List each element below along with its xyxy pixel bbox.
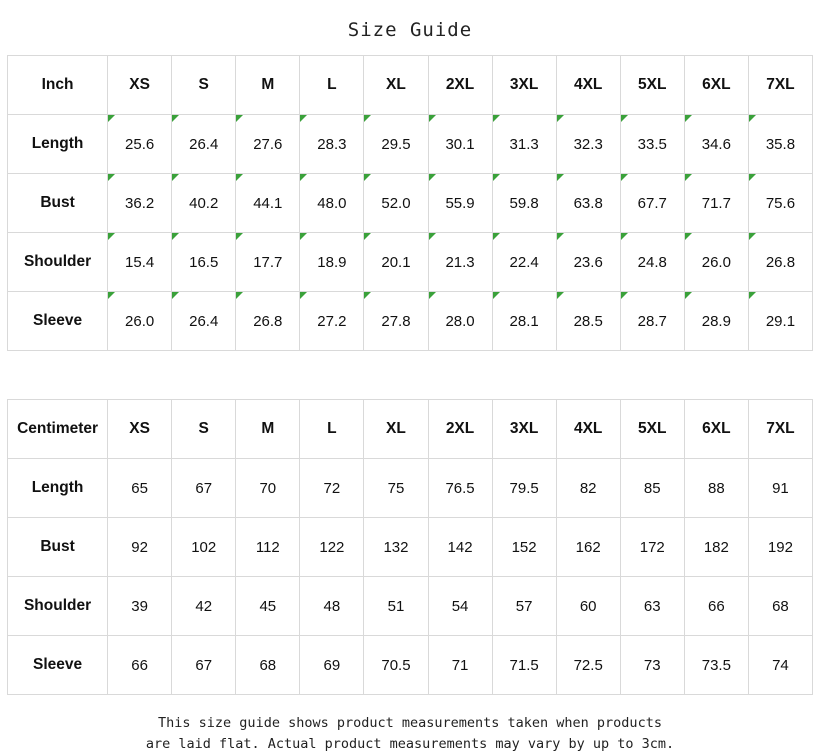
- cell-sleeve-xl: 70.5: [364, 636, 428, 695]
- column-header-7xl: 7XL: [748, 56, 812, 115]
- cell-bust-2xl: 55.9: [428, 174, 492, 233]
- cell-sleeve-s: 67: [172, 636, 236, 695]
- column-header-l: L: [300, 400, 364, 459]
- cell-shoulder-s: 16.5: [172, 233, 236, 292]
- cell-bust-s: 102: [172, 518, 236, 577]
- column-header-4xl: 4XL: [556, 400, 620, 459]
- row-label-bust: Bust: [8, 174, 108, 233]
- column-header-s: S: [172, 400, 236, 459]
- cell-length-m: 27.6: [236, 115, 300, 174]
- cell-length-3xl: 79.5: [492, 459, 556, 518]
- cell-bust-s: 40.2: [172, 174, 236, 233]
- cell-length-6xl: 34.6: [684, 115, 748, 174]
- cell-bust-3xl: 59.8: [492, 174, 556, 233]
- column-header-2xl: 2XL: [428, 56, 492, 115]
- column-header-l: L: [300, 56, 364, 115]
- cell-sleeve-5xl: 73: [620, 636, 684, 695]
- cell-length-l: 72: [300, 459, 364, 518]
- cell-sleeve-4xl: 28.5: [556, 292, 620, 351]
- page-title: Size Guide: [347, 19, 473, 41]
- cell-bust-m: 44.1: [236, 174, 300, 233]
- table-row: [8, 518, 813, 577]
- cell-sleeve-xs: 66: [108, 636, 172, 695]
- column-header-3xl: 3XL: [492, 56, 556, 115]
- cell-sleeve-2xl: 71: [428, 636, 492, 695]
- table-header-row: [8, 56, 813, 115]
- cell-bust-6xl: 71.7: [684, 174, 748, 233]
- cell-length-xs: 25.6: [108, 115, 172, 174]
- cell-bust-xs: 36.2: [108, 174, 172, 233]
- cell-shoulder-2xl: 21.3: [428, 233, 492, 292]
- cell-shoulder-6xl: 66: [684, 577, 748, 636]
- cell-sleeve-2xl: 28.0: [428, 292, 492, 351]
- cell-length-s: 26.4: [172, 115, 236, 174]
- column-header-5xl: 5XL: [620, 400, 684, 459]
- cell-length-l: 28.3: [300, 115, 364, 174]
- cell-length-4xl: 82: [556, 459, 620, 518]
- cell-sleeve-xl: 27.8: [364, 292, 428, 351]
- cell-sleeve-3xl: 71.5: [492, 636, 556, 695]
- footer-line-1: This size guide shows product measurements taken when products: [158, 715, 662, 731]
- cell-shoulder-7xl: 68: [748, 577, 812, 636]
- cell-sleeve-7xl: 74: [748, 636, 812, 695]
- column-header-xl: XL: [364, 56, 428, 115]
- cell-sleeve-3xl: 28.1: [492, 292, 556, 351]
- cell-sleeve-l: 27.2: [300, 292, 364, 351]
- cell-shoulder-l: 18.9: [300, 233, 364, 292]
- cell-shoulder-l: 48: [300, 577, 364, 636]
- column-header-s: S: [172, 56, 236, 115]
- cell-length-xl: 29.5: [364, 115, 428, 174]
- cell-length-7xl: 35.8: [748, 115, 812, 174]
- cell-bust-5xl: 67.7: [620, 174, 684, 233]
- column-header-5xl: 5XL: [620, 56, 684, 115]
- table-row: [8, 233, 813, 292]
- cell-sleeve-6xl: 73.5: [684, 636, 748, 695]
- cell-bust-m: 112: [236, 518, 300, 577]
- cell-length-2xl: 76.5: [428, 459, 492, 518]
- row-label-shoulder: Shoulder: [8, 233, 108, 292]
- row-label-shoulder: Shoulder: [8, 577, 108, 636]
- table-spacer: [0, 351, 820, 399]
- table-header-row: [8, 400, 813, 459]
- cell-shoulder-m: 17.7: [236, 233, 300, 292]
- cell-length-4xl: 32.3: [556, 115, 620, 174]
- cell-length-s: 67: [172, 459, 236, 518]
- table-row: [8, 577, 813, 636]
- cell-shoulder-4xl: 60: [556, 577, 620, 636]
- cell-length-7xl: 91: [748, 459, 812, 518]
- table-row: [8, 292, 813, 351]
- cell-length-m: 70: [236, 459, 300, 518]
- row-label-bust: Bust: [8, 518, 108, 577]
- cell-bust-4xl: 63.8: [556, 174, 620, 233]
- cell-bust-l: 48.0: [300, 174, 364, 233]
- cell-bust-l: 122: [300, 518, 364, 577]
- cell-length-xs: 65: [108, 459, 172, 518]
- cell-sleeve-4xl: 72.5: [556, 636, 620, 695]
- cell-shoulder-5xl: 24.8: [620, 233, 684, 292]
- cell-sleeve-7xl: 29.1: [748, 292, 812, 351]
- column-header-4xl: 4XL: [556, 56, 620, 115]
- column-header-3xl: 3XL: [492, 400, 556, 459]
- row-label-length: Length: [8, 115, 108, 174]
- cell-sleeve-5xl: 28.7: [620, 292, 684, 351]
- cell-bust-2xl: 142: [428, 518, 492, 577]
- table-row: [8, 636, 813, 695]
- cell-shoulder-xl: 20.1: [364, 233, 428, 292]
- cell-bust-6xl: 182: [684, 518, 748, 577]
- cell-sleeve-l: 69: [300, 636, 364, 695]
- cell-shoulder-6xl: 26.0: [684, 233, 748, 292]
- column-header-xl: XL: [364, 400, 428, 459]
- column-header-m: M: [236, 400, 300, 459]
- cell-bust-4xl: 162: [556, 518, 620, 577]
- cell-bust-xl: 52.0: [364, 174, 428, 233]
- table-row: [8, 115, 813, 174]
- cell-shoulder-3xl: 57: [492, 577, 556, 636]
- cell-length-xl: 75: [364, 459, 428, 518]
- cell-sleeve-m: 26.8: [236, 292, 300, 351]
- cell-length-3xl: 31.3: [492, 115, 556, 174]
- table-row: [8, 459, 813, 518]
- cell-bust-7xl: 192: [748, 518, 812, 577]
- cell-shoulder-xs: 39: [108, 577, 172, 636]
- cell-length-6xl: 88: [684, 459, 748, 518]
- row-label-length: Length: [8, 459, 108, 518]
- column-header-2xl: 2XL: [428, 400, 492, 459]
- cell-shoulder-m: 45: [236, 577, 300, 636]
- column-header-7xl: 7XL: [748, 400, 812, 459]
- row-label-sleeve: Sleeve: [8, 292, 108, 351]
- footer-line-2: are laid flat. Actual product measurements may vary by up to 3cm.: [145, 735, 675, 752]
- cell-bust-5xl: 172: [620, 518, 684, 577]
- cell-shoulder-xl: 51: [364, 577, 428, 636]
- table-row: [8, 174, 813, 233]
- cell-shoulder-5xl: 63: [620, 577, 684, 636]
- column-header-xs: XS: [108, 56, 172, 115]
- unit-label-inch: Inch: [8, 56, 108, 115]
- cell-shoulder-4xl: 23.6: [556, 233, 620, 292]
- cell-shoulder-s: 42: [172, 577, 236, 636]
- cell-sleeve-m: 68: [236, 636, 300, 695]
- column-header-m: M: [236, 56, 300, 115]
- cell-bust-3xl: 152: [492, 518, 556, 577]
- row-label-sleeve: Sleeve: [8, 636, 108, 695]
- cell-sleeve-s: 26.4: [172, 292, 236, 351]
- inch-size-table: [7, 55, 813, 351]
- cell-length-5xl: 33.5: [620, 115, 684, 174]
- cell-length-5xl: 85: [620, 459, 684, 518]
- cell-shoulder-xs: 15.4: [108, 233, 172, 292]
- cell-sleeve-6xl: 28.9: [684, 292, 748, 351]
- cell-shoulder-2xl: 54: [428, 577, 492, 636]
- cell-shoulder-7xl: 26.8: [748, 233, 812, 292]
- centimeter-size-table: [7, 399, 813, 695]
- cell-length-2xl: 30.1: [428, 115, 492, 174]
- unit-label-centimeter: Centimeter: [8, 400, 108, 459]
- column-header-6xl: 6XL: [684, 400, 748, 459]
- column-header-6xl: 6XL: [684, 56, 748, 115]
- footer-note: [0, 695, 820, 755]
- cell-bust-xl: 132: [364, 518, 428, 577]
- cell-bust-7xl: 75.6: [748, 174, 812, 233]
- column-header-xs: XS: [108, 400, 172, 459]
- cell-bust-xs: 92: [108, 518, 172, 577]
- cell-sleeve-xs: 26.0: [108, 292, 172, 351]
- cell-shoulder-3xl: 22.4: [492, 233, 556, 292]
